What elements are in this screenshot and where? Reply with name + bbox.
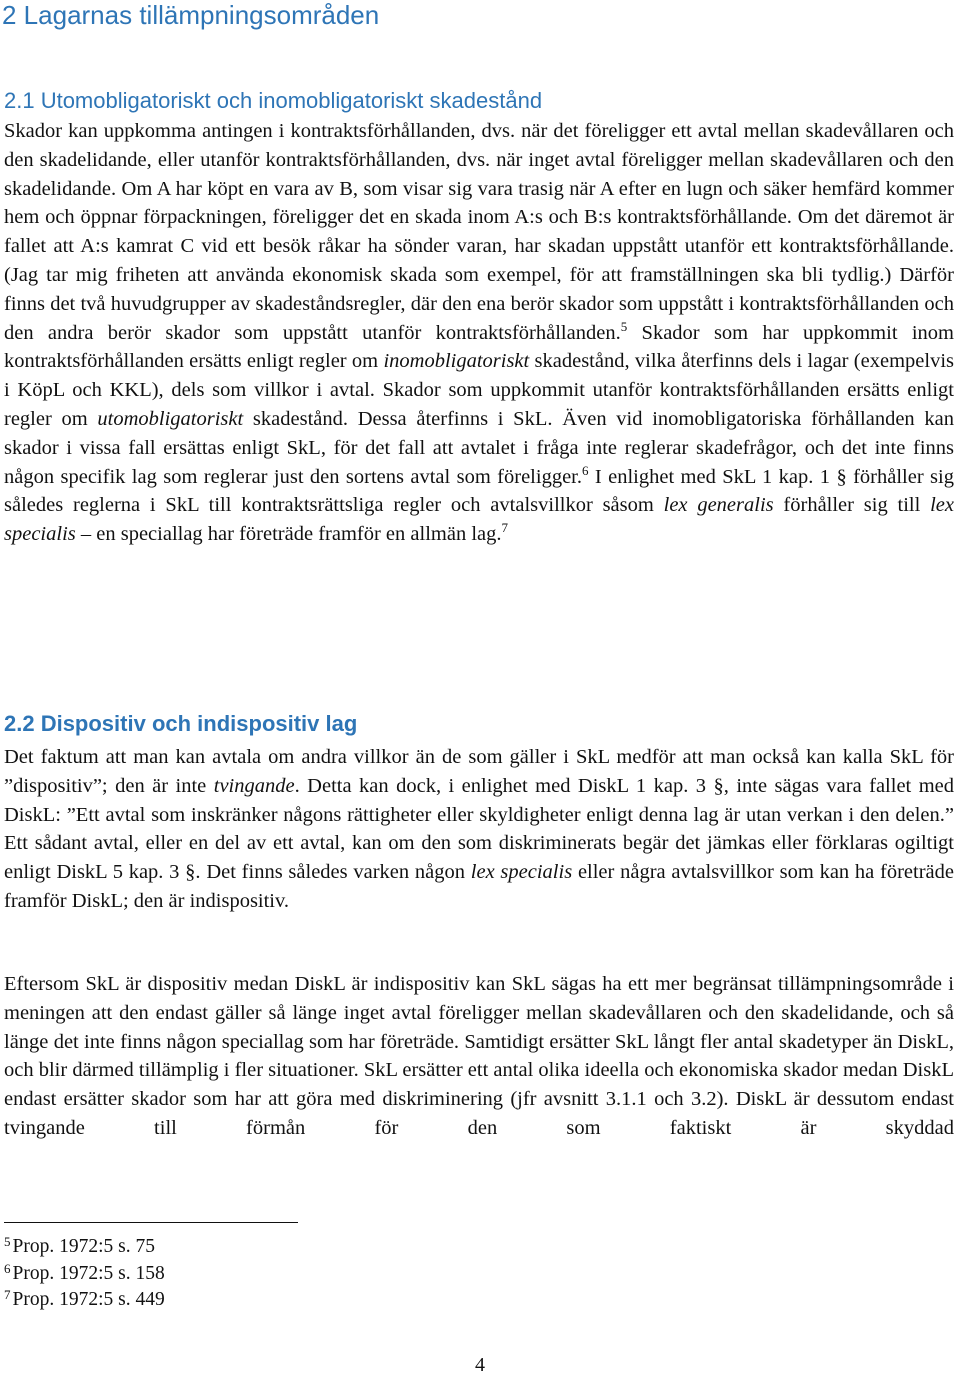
paragraph-text: Eftersom SkL är dispositiv medan DiskL är indispositiv kan SkL sägas ha ett mer begränsat tillämpningsområde i meningen att den endast gäller så länge inget avtal föreligger mellan skadevållaren och den skadelidande, och så länge det inte finns någon speciallag som har företräde. Samtidigt ersätter SkL långt fler antal skadetyper än DiskL, och blir därmed tillämplig i fler situationer. SkL ersätter ett antal olika ideella och ekonomiska skador medan DiskL endast ersätter skador som har att göra med diskriminering (jfr avsnitt 3.1.1 och 3.2). DiskL är dessutom endast tvingande till förmån för den som faktiskt är skyddad — [4, 973, 954, 1139]
italic-term: lex specialis — [470, 861, 573, 884]
italic-term: tvingande — [213, 774, 295, 797]
italic-term: utomobligatoriskt — [97, 407, 244, 430]
text-run: eller några avtalsvillkor som kan ha företräde framför DiskL; den är indispositiv. — [4, 861, 955, 912]
footnote-7 — [4, 1287, 165, 1314]
footnote-number: 6 — [4, 1260, 11, 1276]
chapter-heading: 2 Lagarnas tillämpningsområden — [2, 0, 380, 30]
page-number: 4 — [475, 1354, 485, 1376]
text-run: I enlighet med SkL 1 kap. 1 § förhåller sig således reglerna i SkL till kontraktsrättsliga regler och avtalsvillkor såsom — [4, 465, 954, 517]
footnote-number: 7 — [4, 1287, 11, 1302]
text-run: skadestånd. Dessa återfinns i SkL. Även vid inomobligatoriska förhållanden kan skador i vissa fall ersättas enligt SkL, för det fall att avtalet i fråga inte reglerar skadefrågor, och det inte finns någon specifik lag som reglerar just den sortens avtal som föreligger. — [4, 407, 954, 488]
section-2-2-paragraph-1 — [4, 743, 954, 916]
text-run: förhåller sig till — [773, 494, 931, 517]
section-2-2-paragraph-2 — [4, 970, 954, 1143]
italic-term: inomobligatoriskt — [383, 350, 530, 373]
text-run: skadestånd, vilka återfinns dels i lagar (exempelvis i KöpL och KKL), dels som villkor i avtal. Skador som uppkommit utanför kontraktsförhållanden ersätts enligt regler om — [4, 350, 954, 430]
section-2-1-heading: 2.1 Utomobligatoriskt och inomobligatoriskt skadestånd — [4, 88, 543, 113]
footnotes — [4, 1234, 165, 1314]
text-run: . Detta kan dock, i enlighet med DiskL 1 kap. 3 §, inte sägas vara fallet med DiskL: ”Ett avtal som inskränker någons rättigheter eller skyldigheter enligt denna lag är utan verkan i den delen.” Ett sådant avtal, eller en del av ett avtal, kan om den som diskriminerats begär det jämkas eller förklaras ogiltigt enligt DiskL 5 kap. 3 §. Det finns således varken någon — [4, 774, 954, 884]
footnote-text: Prop. 1972:5 s. 158 — [12, 1262, 165, 1284]
italic-term: lex generalis — [663, 494, 774, 517]
text-run: Det faktum att man kan avtala om andra villkor än de som gäller i SkL medför att man också kan kalla SkL för ”dispositiv”; den är inte — [4, 746, 954, 797]
footnote-separator — [4, 1222, 298, 1223]
section-2-1-paragraph — [4, 117, 954, 549]
text-run: Skador som har uppkommit inom kontraktsförhållanden ersätts enligt regler om — [4, 321, 954, 373]
italic-term: lex specialis — [4, 494, 954, 546]
footnote-ref-5[interactable]: 5 — [620, 318, 628, 334]
footnote-text: Prop. 1972:5 s. 449 — [12, 1289, 165, 1310]
section-2-2-heading: 2.2 Dispositiv och indispositiv lag — [4, 711, 358, 736]
footnote-5 — [4, 1234, 165, 1261]
footnote-ref-6[interactable]: 6 — [582, 462, 589, 478]
footnote-6 — [4, 1261, 165, 1288]
footnote-ref-7[interactable]: 7 — [501, 520, 508, 536]
text-run: Skador kan uppkomma antingen i kontraktsförhållanden, dvs. när det föreligger ett avtal mellan skadevållaren och den skadelidande, eller utanför kontraktsförhållanden, dvs. när inget avtal föreligger mellan skadevållaren och den skadelidande. Om A har köpt en vara av B, som visar sig vara trasig när A efter en lugn och säker hemfärd kommer hem och öppnar förpackningen, föreligger det en skada inom A:s och B:s kontraktsförhållande. Om det däremot är fallet att A:s kamrat C vid ett besök råkar ha sönder varan, har skadan uppstått utanför ett kontraktsförhållande. (Jag tar mig friheten att använda ekonomisk skada som exempel, för att framställningen ska bli tydlig.) Därför finns det två huvudgrupper av skadeståndsregler, där den ena berör skador som uppstått i kontraktsförhållanden och den andra berör skador som uppstått utanför kontraktsförhållanden. — [4, 120, 954, 344]
text-run: – en speciallag har företräde framför en allmän lag. — [75, 523, 502, 546]
footnote-text: Prop. 1972:5 s. 75 — [12, 1236, 155, 1257]
footnote-number: 5 — [4, 1234, 11, 1249]
